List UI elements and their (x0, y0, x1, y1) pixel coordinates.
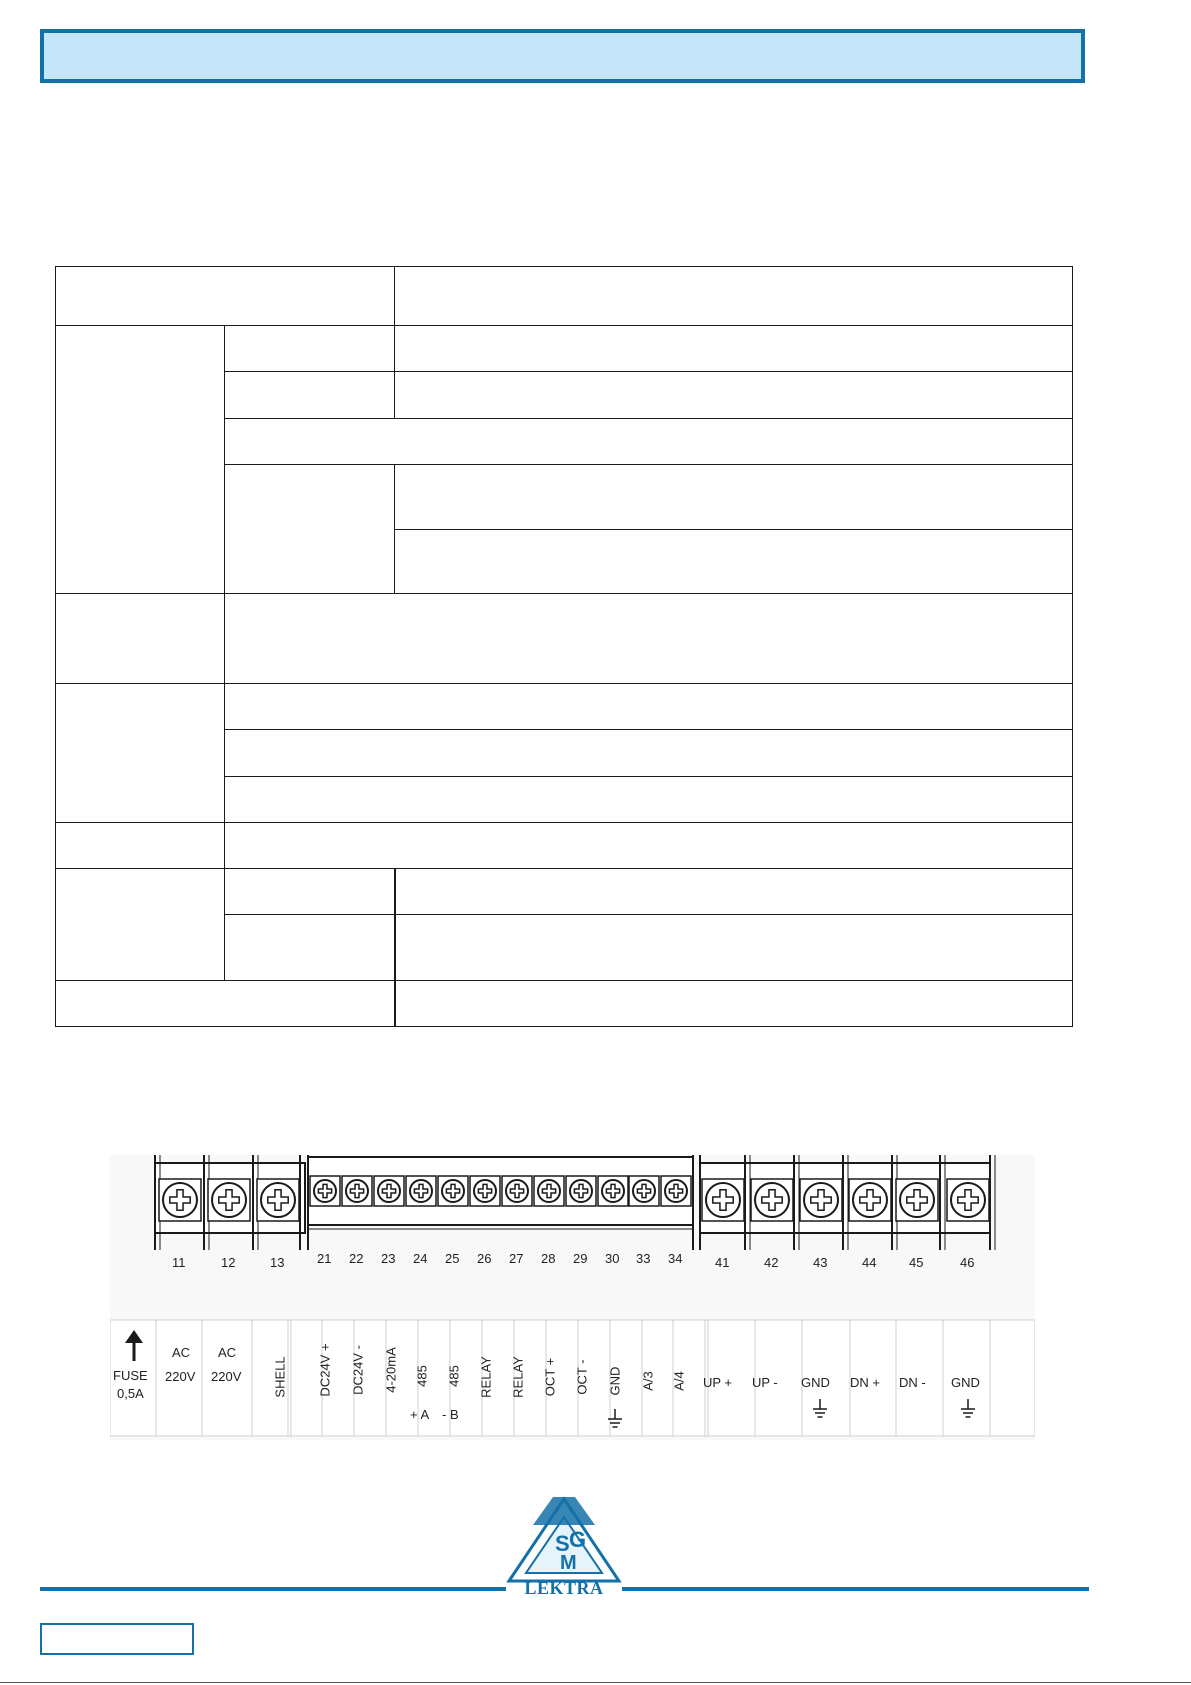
a4-label: A/4 (671, 1371, 687, 1391)
terminal-screw-icon (849, 1179, 891, 1221)
table-row-divider (224, 418, 1073, 419)
terminal-number: 21 (317, 1251, 332, 1266)
terminal-screw-icon (566, 1176, 596, 1206)
terminal-number: 22 (349, 1251, 364, 1266)
terminal-number: 33 (636, 1251, 651, 1266)
terminal-number: 46 (960, 1255, 975, 1270)
terminal-block-diagram (110, 1155, 1035, 1440)
terminal-screw-icon (438, 1176, 468, 1206)
terminal-label-grid (110, 1320, 1035, 1436)
terminal-number: 24 (413, 1251, 428, 1266)
logo-monogram-m: M (560, 1552, 577, 1574)
rs485-b-bottom-label: - B (442, 1407, 459, 1422)
shell-label: SHELL (272, 1356, 288, 1398)
table-border-right (1072, 266, 1073, 1027)
terminal-number: 42 (764, 1255, 779, 1270)
ac2-bottom-label: 220V (211, 1369, 242, 1384)
table-row-divider (55, 868, 1073, 869)
terminal-number: 25 (445, 1251, 460, 1266)
dn-minus-label: DN - (899, 1375, 926, 1390)
table-border-bottom (55, 1026, 1073, 1027)
table-row-divider (55, 980, 1073, 981)
fuse-label: FUSE (113, 1368, 148, 1383)
table-border-left (55, 266, 56, 1027)
terminal-number: 41 (715, 1255, 730, 1270)
table-col-divider (224, 325, 225, 594)
footer-rule-left (40, 1587, 506, 1591)
terminal-screw-icon (947, 1179, 989, 1221)
header-banner (40, 29, 1085, 83)
footer-rule-right (622, 1587, 1089, 1591)
fuse-rating-label: 0,5A (117, 1386, 144, 1401)
table-row-divider (55, 683, 1073, 684)
table-border-top (55, 266, 1073, 267)
terminal-screw-icon (374, 1176, 404, 1206)
logo-monogram-g: G (569, 1527, 587, 1552)
table-col-divider (224, 868, 225, 981)
terminal-number: 44 (862, 1255, 877, 1270)
bottom-rule (0, 1682, 1191, 1683)
terminal-screw-icon (406, 1176, 436, 1206)
terminal-screw-icon (257, 1179, 299, 1221)
table-row-divider (394, 529, 1073, 530)
table-col-divider (394, 868, 396, 981)
up-plus-label: UP + (703, 1375, 733, 1390)
ac1-top-label: AC (172, 1345, 191, 1360)
terminal-screw-icon (159, 1179, 201, 1221)
a3-label: A/3 (640, 1371, 656, 1391)
table-row-divider (224, 464, 1073, 465)
dn-plus-label: DN + (850, 1375, 880, 1390)
terminal-screw-icon (661, 1176, 691, 1206)
gnd3-label: GND (951, 1375, 980, 1390)
gnd2-label: GND (801, 1375, 830, 1390)
logo-monogram-s: S (555, 1531, 570, 1556)
specification-table (55, 266, 1073, 1027)
terminal-number: 23 (381, 1251, 396, 1266)
terminal-number: 45 (909, 1255, 924, 1270)
oct-minus-label: OCT - (574, 1359, 590, 1395)
terminal-number: 13 (270, 1255, 285, 1270)
terminal-screw-icon (896, 1179, 938, 1221)
rs485-a-top-label: 485 (414, 1365, 430, 1387)
terminal-screw-icon (598, 1176, 628, 1206)
rs485-b-top-label: 485 (446, 1365, 462, 1387)
table-row-divider (224, 371, 1073, 372)
table-row-divider (224, 776, 1073, 777)
ac1-bottom-label: 220V (165, 1369, 196, 1384)
terminal-screw-icon (702, 1179, 744, 1221)
ac2-top-label: AC (218, 1345, 237, 1360)
terminal-strip (110, 1155, 1035, 1440)
table-col-divider (394, 980, 396, 1027)
terminal-screw-icon (502, 1176, 532, 1206)
table-col-divider (224, 593, 225, 869)
terminal-number: 28 (541, 1251, 556, 1266)
relay1-label: RELAY (478, 1356, 494, 1398)
terminal-screw-icon (208, 1179, 250, 1221)
page-number-box (40, 1623, 194, 1655)
terminal-number: 34 (668, 1251, 683, 1266)
terminal-screw-icon (310, 1176, 340, 1206)
terminal-screw-icon (800, 1179, 842, 1221)
up-minus-label: UP - (752, 1375, 778, 1390)
dc24v-minus-label: DC24V - (350, 1345, 366, 1395)
relay2-label: RELAY (510, 1356, 526, 1398)
terminal-screw-icon (751, 1179, 793, 1221)
terminal-screw-icon (470, 1176, 500, 1206)
table-col-divider (394, 325, 395, 419)
table-col-divider (394, 266, 395, 326)
current-loop-label: 4-20mA (383, 1347, 399, 1393)
table-row-divider (55, 593, 1073, 594)
terminal-number: 26 (477, 1251, 492, 1266)
terminal-number: 29 (573, 1251, 588, 1266)
table-col-divider (394, 464, 395, 594)
terminal-screw-icon (629, 1176, 659, 1206)
table-row-divider (55, 325, 1073, 326)
table-row-divider (224, 914, 1073, 915)
terminal-number: 43 (813, 1255, 828, 1270)
terminal-number: 12 (221, 1255, 236, 1270)
gnd1-label: GND (607, 1366, 623, 1396)
oct-plus-label: OCT + (542, 1357, 558, 1397)
logo-wordmark: LEKTRA (524, 1578, 604, 1598)
terminal-number: 30 (605, 1251, 620, 1266)
terminal-number: 27 (509, 1251, 524, 1266)
table-row-divider (224, 729, 1073, 730)
terminal-number: 11 (172, 1255, 186, 1270)
terminal-screw-icon (534, 1176, 564, 1206)
table-row-divider (55, 822, 1073, 823)
dc24v-plus-label: DC24V + (317, 1343, 333, 1397)
rs485-a-bottom-label: + A (410, 1407, 430, 1422)
terminal-screw-icon (342, 1176, 372, 1206)
